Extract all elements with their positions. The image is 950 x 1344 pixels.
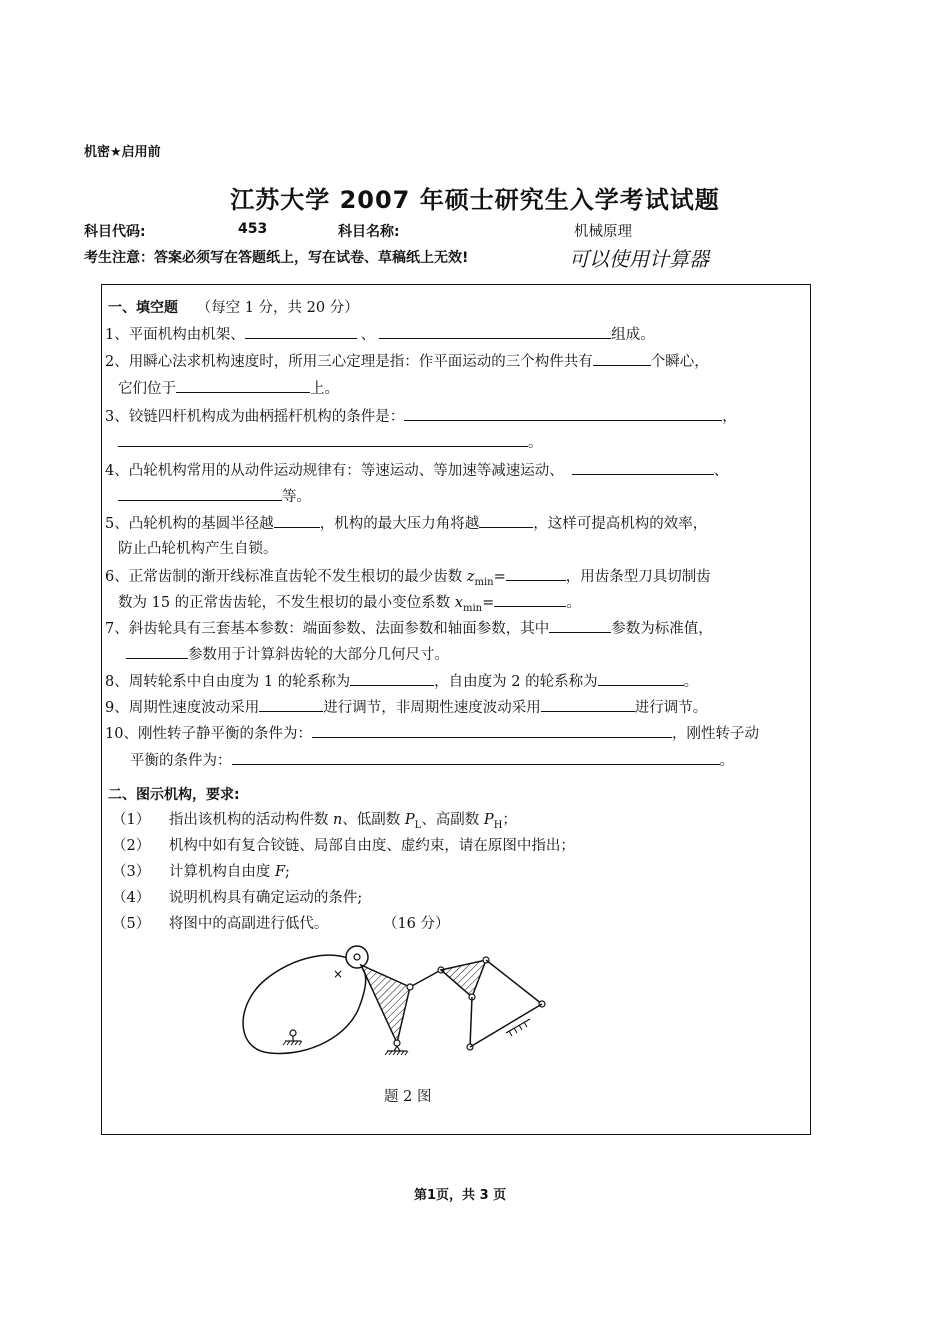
handwritten-note: 可以使用计算器	[569, 247, 709, 271]
question-6-line1	[105, 566, 711, 593]
exam-title: 江苏大学 2007 年硕士研究生入学考试试题	[230, 186, 720, 214]
q6-text-d: 。	[566, 595, 581, 611]
q4-text-c: 等。	[282, 489, 311, 505]
roller-pin	[354, 954, 360, 960]
q1-blank-2[interactable]	[379, 324, 611, 339]
section2-heading: 二、图示机构，要求:	[108, 787, 240, 803]
section2-score: （16 分）	[382, 916, 450, 932]
q6-blank-1[interactable]	[506, 566, 566, 581]
question-4-line1	[105, 460, 728, 481]
req-1-var-ph: P	[483, 812, 494, 828]
req-4-num: （4）	[112, 890, 151, 906]
req-1-num: （1）	[112, 812, 151, 828]
q7-blank-1[interactable]	[549, 618, 611, 633]
question-5-line2	[118, 539, 278, 559]
subject-code-label: 科目代码:	[84, 224, 146, 240]
q1-text-a: 1、平面机构由机架、	[105, 327, 245, 343]
req-5	[112, 914, 450, 934]
triangle-link-1	[361, 965, 410, 1043]
q5-text-c: ，这样可提高机构的效率，	[533, 516, 708, 532]
req-1-sub-h: H	[493, 819, 503, 831]
section1-heading-line	[108, 298, 359, 318]
question-7-line2	[126, 644, 449, 665]
req-3-text-b: ;	[285, 864, 290, 880]
figure-x-mark: ×	[333, 967, 344, 981]
q2-text-c: 它们位于	[118, 381, 176, 397]
exam-notice: 考生注意：答案必须写在答题纸上，写在试卷、草稿纸上无效!	[84, 250, 469, 266]
req-4	[112, 888, 362, 908]
req-3	[112, 862, 290, 882]
q2-text-d: 上。	[310, 381, 339, 397]
q3-text-c: 。	[528, 435, 543, 451]
cam-profile	[243, 955, 366, 1053]
q9-blank-1[interactable]	[259, 697, 323, 712]
q3-text-b: ，	[722, 409, 737, 425]
q7-blank-2[interactable]	[126, 644, 188, 659]
q9-text-a: 9、周期性速度波动采用	[105, 700, 260, 716]
secret-label: 机密★启用前	[84, 145, 161, 160]
req-5-text: 将图中的高副进行低代。	[168, 916, 329, 932]
section1-heading: 一、填空题	[108, 300, 178, 316]
question-2-line1	[105, 351, 709, 372]
q1-text-c: 组成。	[611, 327, 655, 343]
q4-blank-1[interactable]	[572, 460, 714, 475]
q3-blank-1[interactable]	[404, 406, 722, 421]
q10-text-b: ，刚性转子动	[671, 726, 759, 742]
q6-eq1: =	[493, 569, 506, 585]
question-8	[105, 671, 698, 692]
q4-blank-2[interactable]	[118, 486, 282, 501]
q6-blank-2[interactable]	[494, 592, 566, 607]
q5-blank-1[interactable]	[274, 513, 320, 528]
q5-text-a: 5、凸轮机构的基圆半径越	[105, 516, 274, 532]
q1-blank-1[interactable]	[245, 324, 357, 339]
q10-text-c: 平衡的条件为：	[130, 753, 232, 769]
q6-zmin-sub: min	[474, 576, 494, 588]
ground-pivot-1	[394, 1040, 400, 1046]
q10-blank-1[interactable]	[312, 723, 672, 738]
q2-blank-2[interactable]	[176, 378, 310, 393]
q7-text-a: 7、斜齿轮具有三套基本参数：端面参数、法面参数和轴面参数，其中	[105, 621, 550, 637]
q3-blank-2[interactable]	[118, 432, 528, 447]
q7-text-b: 参数为标准值，	[611, 621, 713, 637]
question-10-line2	[130, 750, 734, 771]
question-4-line2	[118, 486, 311, 507]
subject-name-value: 机械原理	[574, 224, 632, 240]
question-1	[105, 324, 655, 345]
question-3-line1	[105, 406, 737, 427]
req-1-text-a: 指出该机构的活动构件数	[168, 812, 333, 828]
q7-text-c: 参数用于计算斜齿轮的大部分几何尺寸。	[188, 647, 449, 663]
triangle-link-2	[441, 960, 486, 997]
q9-blank-2[interactable]	[541, 697, 635, 712]
q4-text-a: 4、凸轮机构常用的从动件运动规律有：等速运动、等加速等减速运动、	[105, 463, 564, 479]
q6-text-b: ，用齿条型刀具切制齿	[565, 569, 711, 585]
req-1-text-b: 、低副数	[342, 812, 405, 828]
q5-text-b: ，机构的最大压力角将越	[319, 516, 480, 532]
q10-text-a: 10、刚性转子静平衡的条件为：	[105, 726, 312, 742]
subject-name-label: 科目名称:	[338, 224, 400, 240]
figure-caption: 题 2 图	[384, 1089, 432, 1105]
mechanism-figure	[230, 935, 570, 1065]
req-2-text: 机构中如有复合铰链、局部自由度、虚约束，请在原图中指出；	[168, 838, 575, 854]
q4-text-b: 、	[713, 463, 729, 479]
q9-text-b: 进行调节，非周期性速度波动采用	[323, 700, 541, 716]
req-4-text: 说明机构具有确定运动的条件;	[168, 890, 363, 906]
q10-blank-2[interactable]	[232, 750, 720, 765]
question-9	[105, 697, 707, 718]
req-5-num: （5）	[112, 916, 151, 932]
req-1-var-pl: P	[404, 812, 415, 828]
q2-text-b: 个瞬心，	[650, 354, 709, 370]
q8-text-b: ，自由度为 2 的轮系称为	[434, 674, 598, 690]
q6-eq2: =	[482, 595, 495, 611]
question-2-line2	[118, 378, 339, 399]
q9-text-c: 进行调节。	[634, 700, 708, 716]
q2-text-a: 2、用瞬心法求机构速度时，所用三心定理是指：作平面运动的三个构件共有	[105, 354, 593, 370]
req-3-text-a: 计算机构自由度	[168, 864, 275, 880]
page-footer: 第1页，共 3 页	[414, 1188, 507, 1203]
subject-code-value: 453	[238, 221, 268, 237]
q1-text-b: 、	[360, 327, 376, 343]
q8-text-c: 。	[683, 674, 699, 690]
q6-xmin-sub: min	[462, 602, 483, 614]
q8-text-a: 8、周转轮系中自由度为 1 的轮系称为	[105, 674, 351, 690]
q10-text-d: 。	[719, 753, 734, 769]
q5-blank-2[interactable]	[479, 513, 533, 528]
q5-text-d: 防止凸轮机构产生自锁。	[118, 541, 278, 557]
q8-blank-2[interactable]	[598, 671, 684, 686]
cam-pivot	[290, 1030, 296, 1036]
question-7-line1	[105, 618, 713, 639]
req-1-sub-l: L	[414, 819, 422, 831]
req-3-num: （3）	[112, 864, 151, 880]
section1-score: （每空 1 分，共 20 分）	[196, 300, 359, 316]
question-3-line2	[118, 432, 543, 453]
req-1	[112, 810, 517, 836]
req-1-text-c: 、高副数	[421, 812, 484, 828]
req-2-num: （2）	[112, 838, 151, 854]
q6-text-a: 6、正常齿制的渐开线标准直齿轮不发生根切的最少齿数	[105, 569, 463, 585]
q2-blank-1[interactable]	[593, 351, 651, 366]
question-5-line1	[105, 513, 707, 534]
q6-text-c: 数为 15 的正常齿齿轮，不发生根切的最小变位系数	[118, 595, 451, 611]
q3-text-a: 3、铰链四杆机构成为曲柄摇杆机构的条件是：	[105, 409, 405, 425]
req-1-var-n: n	[332, 812, 343, 828]
q6-xmin-var: x	[454, 595, 463, 611]
req-3-var-f: F	[274, 864, 286, 880]
q8-blank-1[interactable]	[350, 671, 434, 686]
question-10-line1	[105, 723, 759, 744]
q6-zmin-var: z	[466, 569, 475, 585]
req-1-text-d: ；	[502, 812, 517, 828]
req-2	[112, 836, 575, 856]
question-6-line2	[118, 592, 581, 619]
